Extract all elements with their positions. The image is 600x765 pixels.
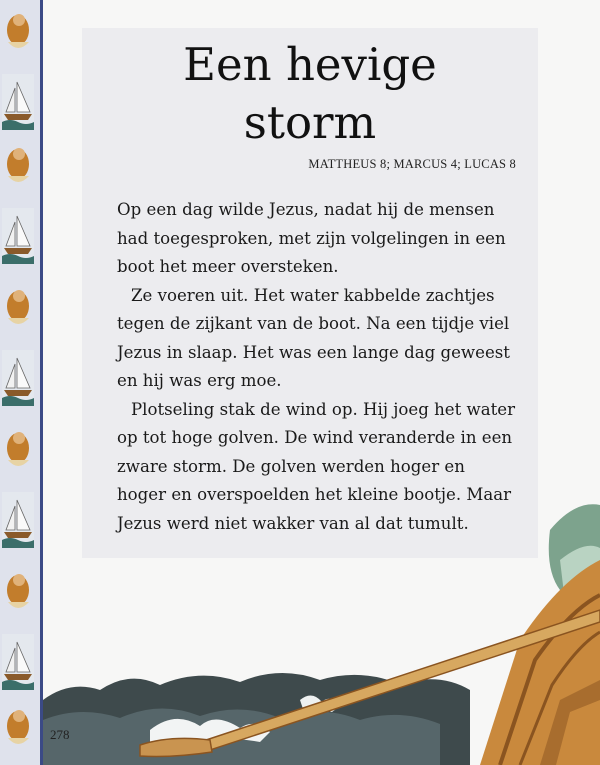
title-line: Een hevige [183,38,437,91]
page-title [82,36,538,152]
story-paragraph: Ze voeren uit. Het water kabbelde zachtjes tegen de zijkant van de boot. Na een tijdje viel Jezus in slaap. Het was een lange dag geweest en hij was erg moe. [117,285,510,390]
story-paragraph: Plotseling stak de wind op. Hij joeg het water op tot hoge golven. De wind veranderde in een zware storm. De golven werden hoger en hoger en overspoelden het kleine bootje. Maar Jezus werd niet wakker van al dat tumult. [117,399,516,533]
page-number: 278 [50,727,70,742]
story-text [117,196,517,538]
boat-hull [480,560,600,765]
story-paragraph: Op een dag wilde Jezus, nadat hij de mensen had toegesproken, met zijn volgelingen in een boot het meer oversteken. [117,200,506,276]
title-line: storm [243,96,377,149]
bible-references: MATTHEUS 8; MARCUS 4; LUCAS 8 [308,157,516,171]
